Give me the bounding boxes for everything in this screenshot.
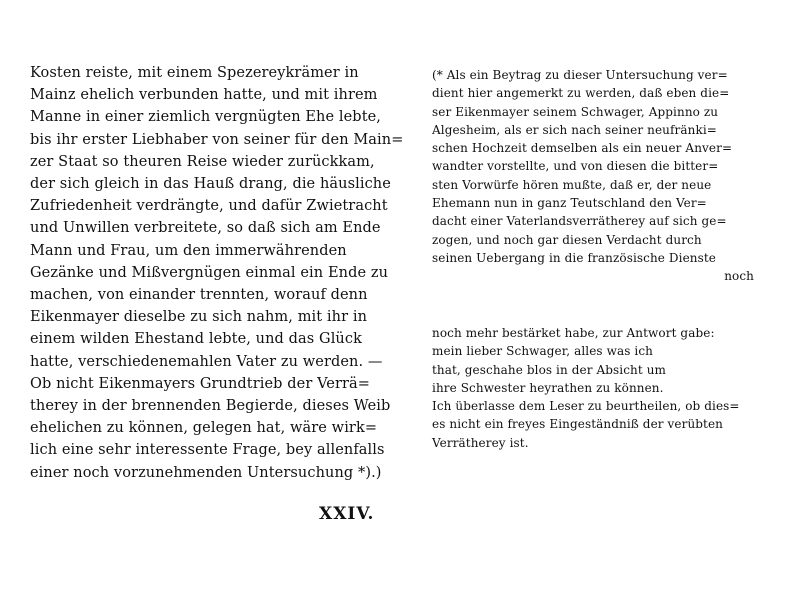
text-line: Ob nicht Eikenmayers Grundtrieb der Verrä=	[30, 375, 371, 392]
text-line: machen, von einander trennten, worauf denn	[30, 287, 368, 304]
text-line: wandter vorstellte, und von diesen die bitter=	[432, 159, 719, 174]
text-line: einem wilden Ehestand lebte, und das Glück	[30, 331, 362, 348]
text-line: that, geschahe blos in der Absicht um	[432, 362, 667, 377]
catchword: noch	[724, 269, 754, 284]
signature-mark: XXIV.	[319, 504, 375, 524]
text-line: Ich überlasse dem Leser zu beurtheilen, ob dies=	[432, 399, 740, 414]
text-line: Algesheim, als er sich nach seiner neufränki=	[432, 122, 717, 137]
text-line: zer Staat so theuren Reise wieder zurückkam,	[30, 153, 375, 170]
text-line: einer noch vorzunehmenden Untersuchung *).)	[30, 464, 382, 481]
text-line: schen Hochzeit demselben als ein neuer Anver=	[432, 141, 733, 156]
left-column-text	[30, 62, 404, 484]
text-line: mein lieber Schwager, alles was ich	[432, 344, 653, 359]
text-line: zogen, und noch gar diesen Verdacht durch	[432, 232, 702, 247]
text-line: seinen Uebergang in die französische Dienste	[432, 250, 716, 265]
text-line: sten Vorwürfe hören mußte, daß er, der neue	[432, 177, 712, 192]
text-line: therey in der brennenden Begierde, dieses Weib	[30, 398, 391, 415]
footnote-continuation	[432, 324, 762, 452]
text-line: Mann und Frau, um den immerwährenden	[30, 242, 347, 259]
text-line: Eikenmayer dieselbe zu sich nahm, mit ihr in	[30, 309, 368, 326]
text-line: (* Als ein Beytrag zu dieser Untersuchung ver=	[432, 68, 728, 82]
text-line: Zufriedenheit verdrängte, und dafür Zwietracht	[30, 198, 388, 215]
footnote-text	[432, 66, 762, 286]
text-line: es nicht ein freyes Eingeständniß der verübten	[432, 417, 724, 432]
text-line: Gezänke und Mißvergnügen einmal ein Ende zu	[30, 264, 389, 281]
text-line: noch mehr bestärket habe, zur Antwort gabe:	[432, 326, 715, 340]
text-line: hatte, verschiedenemahlen Vater zu werden. —	[30, 353, 383, 370]
text-line: Manne in einer ziemlich vergnügten Ehe lebte,	[30, 109, 382, 126]
text-line: Ehemann nun in ganz Teutschland den Ver=	[432, 196, 707, 211]
text-line: dacht einer Vaterlandsverrätherey auf sich ge=	[432, 214, 727, 229]
text-line: der sich gleich in das Hauß drang, die häusliche	[30, 176, 391, 193]
text-line: Kosten reiste, mit einem Spezereykrämer in	[30, 65, 359, 81]
text-line: und Unwillen verbreitete, so daß sich am Ende	[30, 220, 381, 237]
text-line: ser Eikenmayer seinem Schwager, Appinno zu	[432, 104, 719, 119]
text-line: lich eine sehr interessente Frage, bey allenfalls	[30, 442, 385, 459]
text-line: ehelichen zu können, gelegen hat, wäre wirk=	[30, 420, 378, 437]
text-line: ihre Schwester heyrathen zu können.	[432, 380, 664, 395]
text-line: dient hier angemerkt zu werden, daß eben die=	[432, 86, 730, 101]
text-line: bis ihr erster Liebhaber von seiner für den Main=	[30, 131, 404, 148]
text-line: Verrätherey ist.	[432, 435, 529, 450]
text-line: Mainz ehelich verbunden hatte, und mit ihrem	[30, 87, 378, 104]
